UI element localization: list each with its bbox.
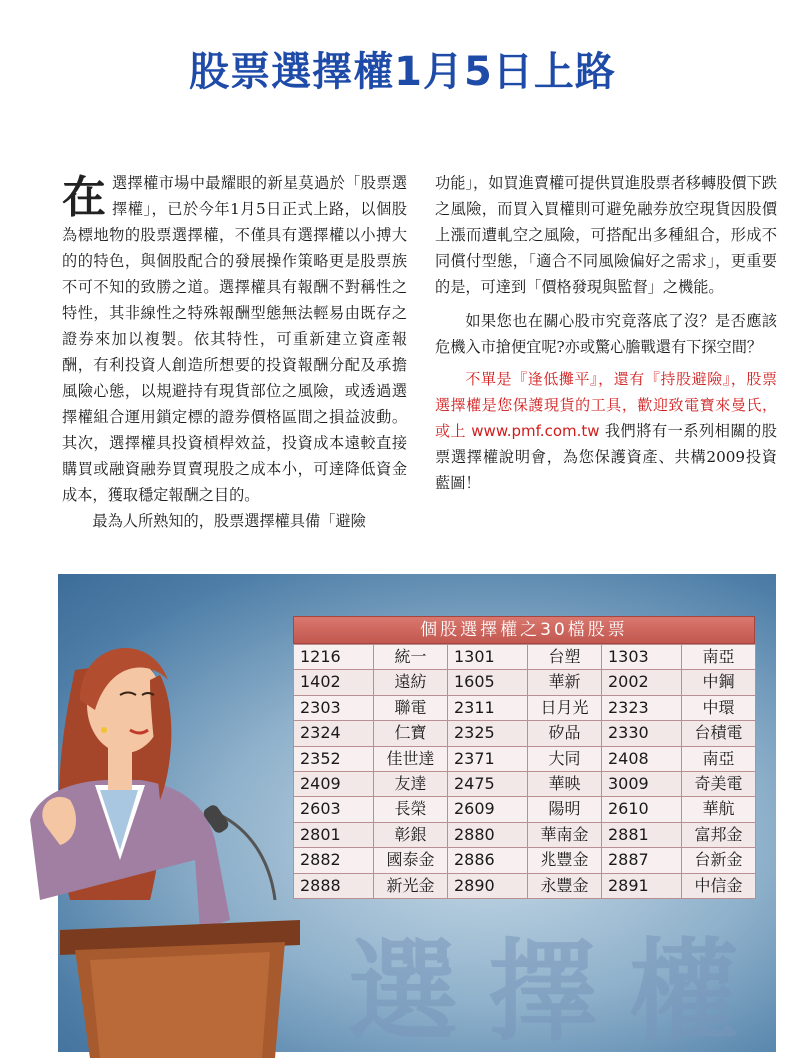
stock-code-cell: 2311 <box>447 695 528 721</box>
paragraph-1 <box>62 170 407 508</box>
stock-code-cell: 2882 <box>293 847 374 873</box>
stock-code-cell: 2888 <box>293 873 374 899</box>
stock-name-cell: 遠紡 <box>373 669 448 695</box>
stock-code-cell: 2409 <box>293 771 374 797</box>
stock-code-cell: 2325 <box>447 720 528 746</box>
paragraph-3: 如果您也在關心股市究竟落底了沒？是否應該危機入市搶便宜呢?亦或驚心膽戰還有下探空間？ <box>435 312 777 356</box>
stock-code-cell: 2475 <box>447 771 528 797</box>
stock-name-cell: 仁寶 <box>373 720 448 746</box>
paragraph-2-cont: 功能」，如買進賣權可提供買進股票者移轉股價下跌之風險，而買入買權則可避免融券放空現貨因股價上漲而遭軋空之風險，可搭配出多種組合，形成不同償付型態，「適合不同風險偏好之需求」，更重要的是，可達到「價格發現與監督」之機能。 <box>435 174 777 296</box>
table-row <box>293 771 755 796</box>
stock-name-cell: 統一 <box>373 644 448 670</box>
stock-code-cell: 2323 <box>601 695 682 721</box>
table-row <box>293 695 755 720</box>
table-row <box>293 873 755 898</box>
stock-name-cell: 華南金 <box>527 822 602 848</box>
stock-code-cell: 1605 <box>447 669 528 695</box>
stock-code-cell: 2303 <box>293 695 374 721</box>
paragraph-4 <box>435 366 777 496</box>
article-column-left <box>62 170 407 534</box>
stock-name-cell: 長榮 <box>373 796 448 822</box>
stock-code-cell: 2352 <box>293 746 374 772</box>
stock-name-cell: 中信金 <box>681 873 756 899</box>
stock-name-cell: 日月光 <box>527 695 602 721</box>
paragraph-1-text: 選擇權市場中最耀眼的新星莫過於「股票選擇權」，已於今年1月5日正式上路，以個股為標地物的股票選擇權，不僅具有選擇權以小搏大的的特色，與個股配合的發展操作策略更是股票族不可不知的致勝之道。選擇權具有報酬不對稱性之特性，其非線性之特殊報酬型態無法輕易由既存之證券來加以複製。依其特性，可重新建立資產報酬，有利投資人創造所想要的投資報酬分配及承擔風險心態，以規避持有現貨部位之風險，或透過選擇權組合運用鎖定標的證券價格區間之損益波動。 其次，選擇權具投資槓桿效益，投資成本遠較直接購買或融資融券買賣現股之成本小，可達降低資金成本，獲取穩定報酬之目的。 <box>62 174 407 504</box>
stock-code-cell: 2881 <box>601 822 682 848</box>
stock-code-cell: 2330 <box>601 720 682 746</box>
stock-code-cell: 2890 <box>447 873 528 899</box>
table-body <box>293 644 755 898</box>
stock-name-cell: 台新金 <box>681 847 756 873</box>
page-title: 股票選擇權1月5日上路 <box>189 49 616 95</box>
stock-name-cell: 華映 <box>527 771 602 797</box>
stock-code-cell: 1301 <box>447 644 528 670</box>
stock-code-cell: 2886 <box>447 847 528 873</box>
stock-code-cell: 2880 <box>447 822 528 848</box>
stock-options-table <box>293 616 755 898</box>
table-header: 個股選擇權之30檔股票 <box>293 616 755 644</box>
stock-name-cell: 矽品 <box>527 720 602 746</box>
stock-code-cell: 3009 <box>601 771 682 797</box>
stock-name-cell: 新光金 <box>373 873 448 899</box>
stock-code-cell: 2609 <box>447 796 528 822</box>
stock-code-cell: 2801 <box>293 822 374 848</box>
stock-name-cell: 台積電 <box>681 720 756 746</box>
article-column-right <box>435 170 777 496</box>
stock-code-cell: 2610 <box>601 796 682 822</box>
stock-name-cell: 國泰金 <box>373 847 448 873</box>
stock-code-cell: 2324 <box>293 720 374 746</box>
table-row <box>293 720 755 745</box>
stock-name-cell: 富邦金 <box>681 822 756 848</box>
stock-name-cell: 南亞 <box>681 746 756 772</box>
stock-name-cell: 南亞 <box>681 644 756 670</box>
stock-name-cell: 華新 <box>527 669 602 695</box>
stock-code-cell: 2891 <box>601 873 682 899</box>
table-row <box>293 644 755 669</box>
stock-code-cell: 2371 <box>447 746 528 772</box>
stock-name-cell: 大同 <box>527 746 602 772</box>
watermark-text: 選擇權 <box>348 928 768 1052</box>
stock-code-cell: 1303 <box>601 644 682 670</box>
stock-code-cell: 2603 <box>293 796 374 822</box>
paragraph-4-rest: 我們將有一系列相關的股票選擇權說明會，為您保護資產、共構2009投資藍圖！ <box>435 422 777 492</box>
stock-name-cell: 陽明 <box>527 796 602 822</box>
stock-name-cell: 彰銀 <box>373 822 448 848</box>
table-row <box>293 847 755 872</box>
stock-code-cell: 2002 <box>601 669 682 695</box>
stock-name-cell: 聯電 <box>373 695 448 721</box>
stock-name-cell: 兆豐金 <box>527 847 602 873</box>
stock-code-cell: 2408 <box>601 746 682 772</box>
stock-name-cell: 永豐金 <box>527 873 602 899</box>
highlight-text: 不單是『逢低攤平』，還有『持股避險』，股票選擇權是您保護現貨的工具，歡迎致電寶來曼氏，或上 www.pmf.com.tw <box>435 370 777 440</box>
presenter-illustration <box>0 600 300 1058</box>
stock-name-cell: 台塑 <box>527 644 602 670</box>
stock-name-cell: 華航 <box>681 796 756 822</box>
stock-code-cell: 1216 <box>293 644 374 670</box>
table-row <box>293 822 755 847</box>
paragraph-2-start: 最為人所熟知的，股票選擇權具備「避險 <box>92 512 366 530</box>
dropcap: 在 <box>62 172 106 223</box>
table-row <box>293 796 755 821</box>
stock-code-cell: 1402 <box>293 669 374 695</box>
stock-name-cell: 友達 <box>373 771 448 797</box>
table-row <box>293 669 755 694</box>
stock-code-cell: 2887 <box>601 847 682 873</box>
stock-name-cell: 中環 <box>681 695 756 721</box>
table-row <box>293 746 755 771</box>
stock-name-cell: 中鋼 <box>681 669 756 695</box>
stock-name-cell: 奇美電 <box>681 771 756 797</box>
stock-name-cell: 佳世達 <box>373 746 448 772</box>
